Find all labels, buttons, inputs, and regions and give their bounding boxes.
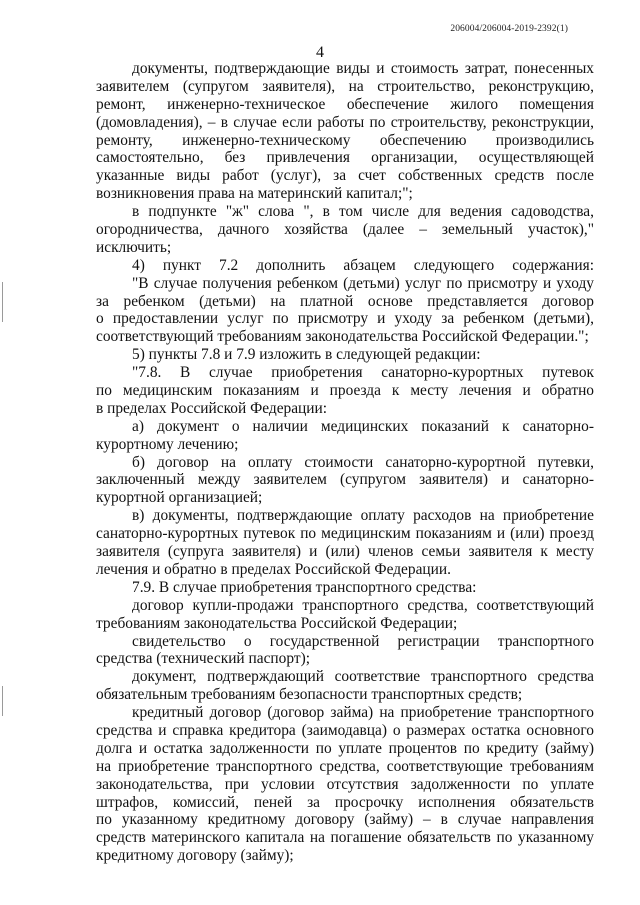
text-line: документ, подтверждающий соответствие транспортного средства <box>132 668 594 686</box>
text-line: штрафов, комиссий, пеней за просрочку исполнения обязательств <box>96 793 594 811</box>
text-line: ремонт, инженерно-техническое обеспечение жилого помещения <box>96 95 594 113</box>
text-line: "7.8. В случае приобретения санаторно-курортных путевок <box>132 364 594 382</box>
document-body <box>96 60 594 865</box>
text-line: свидетельство о государственной регистрации транспортного <box>132 632 594 650</box>
text-line: заявителя (супруга заявителя) и (или) членов семьи заявителя к месту <box>96 543 594 561</box>
page-number: 4 <box>316 44 324 61</box>
text-line: заявителем (супругом заявителя), на строительство, реконструкцию, <box>96 77 594 95</box>
scan-edge-mark <box>2 282 3 322</box>
text-line: за ребенком (детьми) на платной основе представляется договор <box>96 292 594 310</box>
text-line: санаторно-курортных путевок по медицинским показаниям и (или) проезд <box>96 525 594 543</box>
text-line: средства и справка кредитора (заимодавца) о размерах остатка основного <box>96 721 594 739</box>
text-line: договор купли-продажи транспортного средства, соответствующий <box>132 596 594 614</box>
text-line: на приобретение транспортного средства, соответствующие требованиям <box>96 757 594 775</box>
text-line: ремонту, инженерно-техническому обеспечению производились <box>96 131 594 149</box>
text-line: кредитному договору (займу); <box>96 847 294 865</box>
text-line: (домовладения), – в случае если работы по строительству, реконструкции, <box>96 113 594 131</box>
text-line: 4) пункт 7.2 дополнить абзацем следующего содержания: <box>132 256 594 274</box>
text-line: средств материнского капитала на погашение обязательств по указанному <box>96 829 594 847</box>
text-line: исключить; <box>96 238 172 256</box>
text-line: курортному лечению; <box>96 435 239 453</box>
text-line: законодательства, при условии отсутствия задолженности по уплате <box>96 775 594 793</box>
text-line: в пределах Российской Федерации: <box>96 399 328 417</box>
text-line: по указанному кредитному договору (займу) – в случае направления <box>96 811 594 829</box>
text-line: возникновения права на материнский капитал;"; <box>96 185 413 203</box>
text-line: а) документ о наличии медицинских показаний к санаторно- <box>132 417 594 435</box>
text-line: долга и остатка задолженности по уплате процентов по кредиту (займу) <box>96 739 594 757</box>
text-line: требованиям законодательства Российской Федерации; <box>96 614 458 632</box>
text-line: кредитный договор (договор займа) на приобретение транспортного <box>132 704 594 722</box>
text-line: обязательным требованиям безопасности транспортных средств; <box>96 686 523 704</box>
text-line: заключенный между заявителем (супругом заявителя) и санаторно- <box>96 471 594 489</box>
scan-edge-mark <box>2 686 3 716</box>
text-line: в подпункте "ж" слова ", в том числе для ведения садоводства, <box>132 203 594 221</box>
text-line: соответствующий требованиям законодательства Российской Федерации."; <box>96 328 589 346</box>
text-line: "В случае получения ребенком (детьми) услуг по присмотру и уходу <box>132 274 594 292</box>
text-line: огородничества, дачного хозяйства (далее – земельный участок)," <box>96 221 594 239</box>
text-line: б) договор на оплату стоимости санаторно-курортной путевки, <box>132 453 594 471</box>
text-line: средства (технический паспорт); <box>96 650 310 668</box>
text-line: документы, подтверждающие виды и стоимость затрат, понесенных <box>132 60 594 77</box>
text-line: указанные виды работ (услуг), за счет собственных средств после <box>96 167 594 185</box>
text-line: самостоятельно, без привлечения организации, осуществляющей <box>96 149 594 167</box>
text-line: 7.9. В случае приобретения транспортного средства: <box>132 578 477 596</box>
text-line: 5) пункты 7.8 и 7.9 изложить в следующей редакции: <box>132 346 481 364</box>
text-line: лечения и обратно в пределах Российской Федерации. <box>96 560 451 578</box>
text-line: курортной организацией; <box>96 489 263 507</box>
text-line: по медицинским показаниям и проезда к месту лечения и обратно <box>96 382 594 400</box>
document-id: 206004/206004-2019-2392(1) <box>450 24 568 34</box>
text-line: в) документы, подтверждающие оплату расходов на приобретение <box>132 507 594 525</box>
text-line: о предоставлении услуг по присмотру и уходу за ребенком (детьми), <box>96 310 594 328</box>
